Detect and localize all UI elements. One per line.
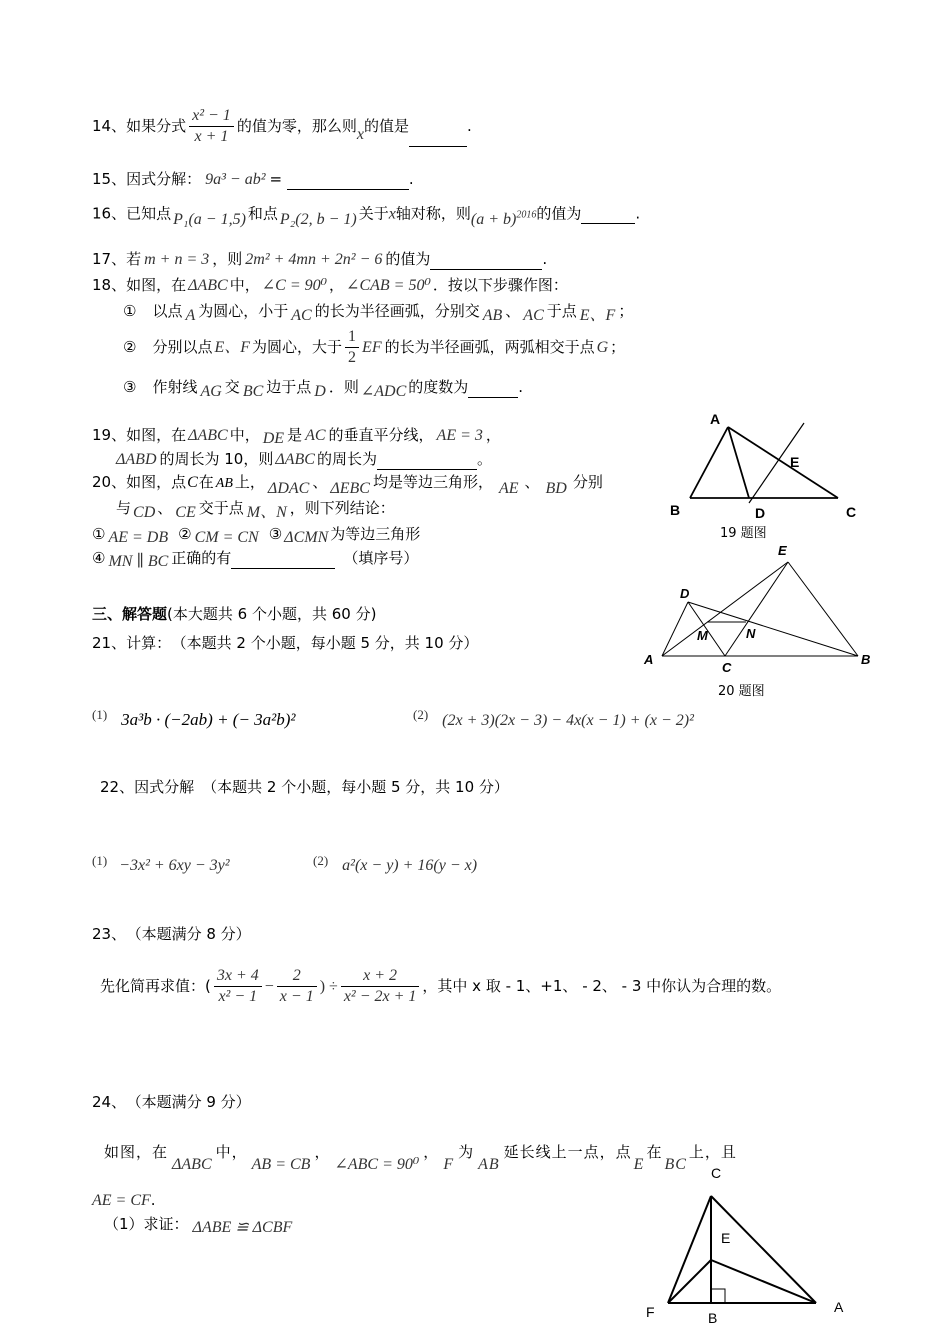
figure-20-caption: 20 题图 — [718, 684, 765, 699]
answer-blank[interactable] — [377, 451, 477, 470]
point-b-label: B — [670, 502, 681, 518]
point-m-label: M — [697, 628, 708, 643]
figure-19-caption: 19 题图 — [720, 526, 767, 541]
question-22: 22、因式分解 （本题共 2 个小题，每小题 5 分，共 10 分） — [100, 778, 509, 796]
question-23: 23、 （本题满分 8 分） — [92, 925, 251, 943]
fraction: $\frac{\text{x² − 1}}{x + 1}$ — [189, 106, 234, 147]
question-18-step-3: ③ 作射线 AG 交 BC 边于点 D ．则 ∠ADC 的度数为 . — [123, 378, 524, 400]
question-19: 19、如图，在 ΔABC 中， DE 是 AC 的垂直平分线， AE = 3 ， — [92, 426, 501, 447]
answer-blank[interactable] — [468, 379, 518, 398]
question-23-body: 先化简再求值：( $\frac{3x + 4}{\text{x² − 1}}$ − $\frac{2}{x - 1}$ ) ÷ $\frac{x + 2}{\text{x² − 2x + 1}}$ ，其中 x 取 - 1、+1、 - 2、 - 3 中你认为合理的数。 — [100, 967, 782, 1005]
point-c-label: C — [722, 660, 732, 675]
figure-24 — [636, 1160, 856, 1344]
figure-20 — [640, 540, 880, 680]
question-18-step-1: ① 以点 A 为圆心，小于 AC 的长为半径画弧，分别交 AB 、 AC 于点 E、F ； — [123, 302, 634, 324]
point-b-label: B — [861, 652, 871, 667]
fraction: $\frac{x + 2}{\text{x² − 2x + 1}}$ — [341, 966, 420, 1007]
question-24-part-1: （1）求证： ΔABE ≌ ΔCBF — [104, 1215, 293, 1236]
question-21: 21、计算： （本题共 2 个小题，每小题 5 分，共 10 分） — [92, 634, 479, 652]
answer-blank[interactable] — [409, 128, 467, 147]
question-16: 16、已知点 P₁(a − 1,5) 和点 P₂(2, b − 1) 关于x轴对称，则$(a + b)^{2016}$的值为 . — [92, 204, 641, 229]
question-24-condition: AE = CF. — [92, 1191, 156, 1209]
point-c-label: C — [711, 1165, 722, 1181]
point-d-label: D — [755, 505, 766, 520]
question-21-part-1: (1) 3a³b · (−2ab) + (− 3a²b)² — [92, 707, 296, 729]
fraction: $\frac{2}{x - 1}$ — [277, 966, 317, 1007]
question-17: 17、若 m + n = 3 ，则 2m² + 4mn + 2n² − 6 的值为 . — [92, 250, 548, 268]
point-b-label: B — [708, 1310, 718, 1326]
question-24: 24、 （本题满分 9 分） — [92, 1093, 251, 1111]
answer-blank[interactable] — [430, 251, 542, 270]
question-20-options: ① AE = DB ② CM = CN ③ ΔCMN 为等边三角形 — [92, 525, 421, 546]
question-22-part-1: (1) −3x² + 6xy − 3y² — [92, 853, 230, 874]
answer-blank[interactable] — [287, 171, 409, 190]
point-a-label: A — [834, 1299, 844, 1315]
section-3-heading: 三、解答题(本大题共 6 个小题，共 60 分) — [92, 605, 377, 623]
point-f-label: F — [646, 1304, 655, 1320]
figure-19 — [660, 405, 870, 520]
question-24-body: 如图，在ΔABC中，AB = CB，∠ABC = 90⁰，F为AB延长线上一点，点E在BC上，且 — [104, 1143, 737, 1173]
point-d-label: D — [680, 586, 690, 601]
answer-blank[interactable] — [231, 550, 335, 569]
question-18-step-2: ② 分别以点 E、F 为圆心，大于 $\frac{1}{2}$ EF 的长为半径画弧，两弧相交于点 G ； — [123, 328, 626, 366]
question-20: 20、如图，点C在 AB 上， ΔDAC 、 ΔEBC 均是等边三角形， AE 、 BD 分别 — [92, 473, 603, 497]
point-n-label: N — [746, 626, 756, 641]
point-e-label: E — [790, 454, 800, 470]
point-e-label: E — [721, 1230, 731, 1246]
question-21-part-2: (2) (2x + 3)(2x − 3) − 4x(x − 1) + (x − 2)² — [413, 707, 694, 729]
fraction: $\frac{3x + 4}{\text{x² − 1}}$ — [214, 966, 262, 1007]
question-18: 18、如图，在 ΔABC 中， ∠C = 90⁰ ， ∠CAB = 50⁰ ．按以下步骤作图： — [92, 276, 568, 294]
point-a-label: A — [644, 652, 654, 667]
question-14: 14、如果分式 $\frac{\text{x² − 1}}{x + 1}$ 的值为零，那么则x的值是 . — [92, 107, 472, 145]
half-fraction: $\frac{1}{2}$ — [345, 327, 359, 368]
point-a-label: A — [710, 411, 721, 427]
question-22-part-2: (2) a²(x − y) + 16(y − x) — [313, 853, 478, 874]
point-c-label: C — [846, 504, 857, 520]
question-20-line-2: 与 CD 、 CE 交于点 M、N ，则下列结论： — [116, 499, 395, 521]
answer-blank[interactable] — [581, 205, 635, 224]
point-e-label: E — [778, 543, 787, 558]
question-15: 15、因式分解： 9a³ − ab² = . — [92, 170, 414, 188]
question-19-line-2: ΔABD 的周长为 10，则 ΔABC 的周长为 。 — [116, 450, 492, 468]
question-20-answer: ④ MN ∥ BC 正确的有 （填序号） — [92, 549, 419, 570]
